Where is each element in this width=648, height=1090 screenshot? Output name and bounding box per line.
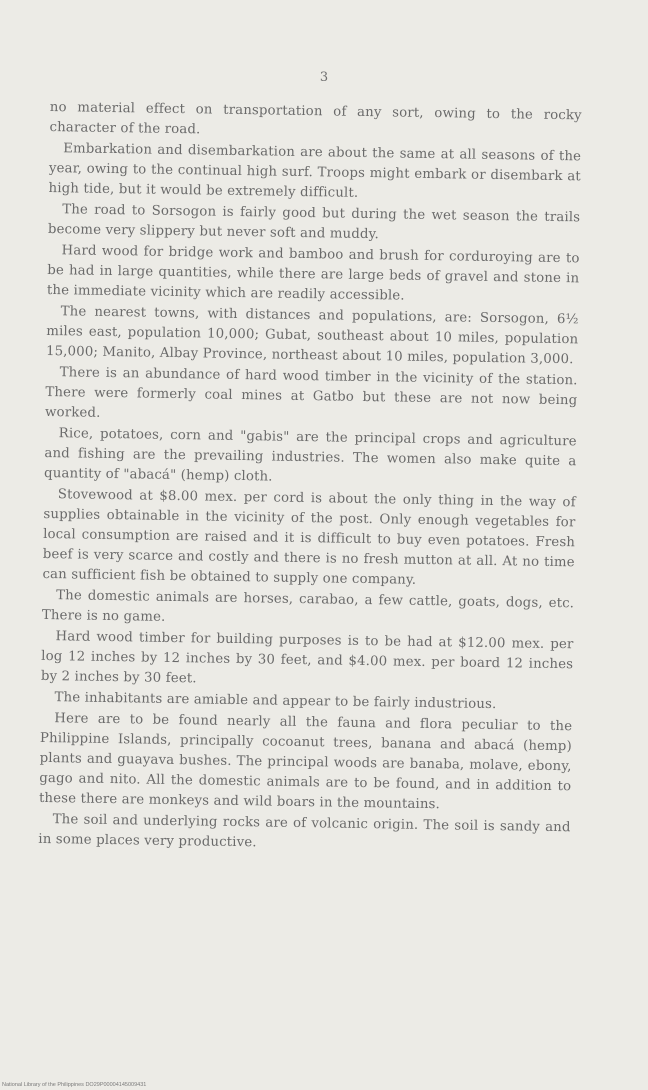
paragraph-road-sorsogon: The road to Sorsogon is fairly good but during the wet season the trails become very slippery but never soft and muddy. xyxy=(47,202,581,243)
paragraph-crops: Rice, potatoes, corn and "gabis" are the principal crops and agriculture and fishing are the prevailing industries. The women also make quite a quantity of "abacá" (hemp) cloth. xyxy=(43,426,577,485)
paragraph-timber-coal: There is an abundance of hard wood timber in the vicinity of the station. There were formerly coal mines at Gatbo but these are not now being worked. xyxy=(44,365,578,421)
paragraph-soil: The soil and underlying rocks are of volcanic origin. The soil is sandy and in some places very productive. xyxy=(38,812,571,851)
paragraph-fauna-flora: Here are to be found nearly all the fauna and flora peculiar to the Philippine Islands, principally cocoanut trees, banana and abacá (hemp) plants and guayava bushes. The principal woods are banaba, molave, ebony, gago and nito. All the domestic animals are to be found, and in addition to these there are monkeys and wild boars in the mountains. xyxy=(38,711,573,813)
page-number: 3 xyxy=(319,70,329,85)
body-text xyxy=(38,98,582,859)
paragraph-nearest-towns: The nearest towns, with distances and populations, are: Sorsogon, 6½ miles east, population 10,000; Gubat, southeast about 10 miles, population 15,000; Manito, Albay Province, northeast about 10 miles, population 3,000. xyxy=(45,304,579,368)
footer-watermark: National Library of the Philippines DO29P00004145009431 xyxy=(2,1082,147,1088)
paragraph-timber-prices: Hard wood timber for building purposes is to be had at $12.00 mex. per log 12 inches by 12 inches by 30 feet, and $4.00 mex. per board 12 inches by 2 inches by 30 feet. xyxy=(40,629,574,687)
paragraph-supplies: Stovewood at $8.00 mex. per cord is about the only thing in the way of supplies obtainable in the vicinity of the post. Only enough vegetables for local consumption are raised and it is difficult to buy even potatoes. Fresh beef is very scarce and costly and there is no fresh mutton at all. At no time can sufficient fish be obtained to supply one company. xyxy=(42,487,576,588)
paragraph-embarkation: Embarkation and disembarkation are about the same at all seasons of the year, owing to the continual high surf. Troops might embark or disembark at high tide, but it would be extremely difficult. xyxy=(48,141,582,201)
paragraph-hard-wood-bridge: Hard wood for bridge work and bamboo and brush for corduroying are to be had in large quantities, while there are large beds of gravel and stone in the immediate vicinity which are readily accessible. xyxy=(46,243,580,304)
paragraph-domestic-animals: The domestic animals are horses, carabao, a few cattle, goats, dogs, etc. There is no game. xyxy=(41,588,575,625)
paragraph-road-character: no material effect on transportation of any sort, owing to the rocky character of the road. xyxy=(49,99,582,138)
paragraph-inhabitants: The inhabitants are amiable and appear to be fairly industrious. xyxy=(54,690,497,713)
